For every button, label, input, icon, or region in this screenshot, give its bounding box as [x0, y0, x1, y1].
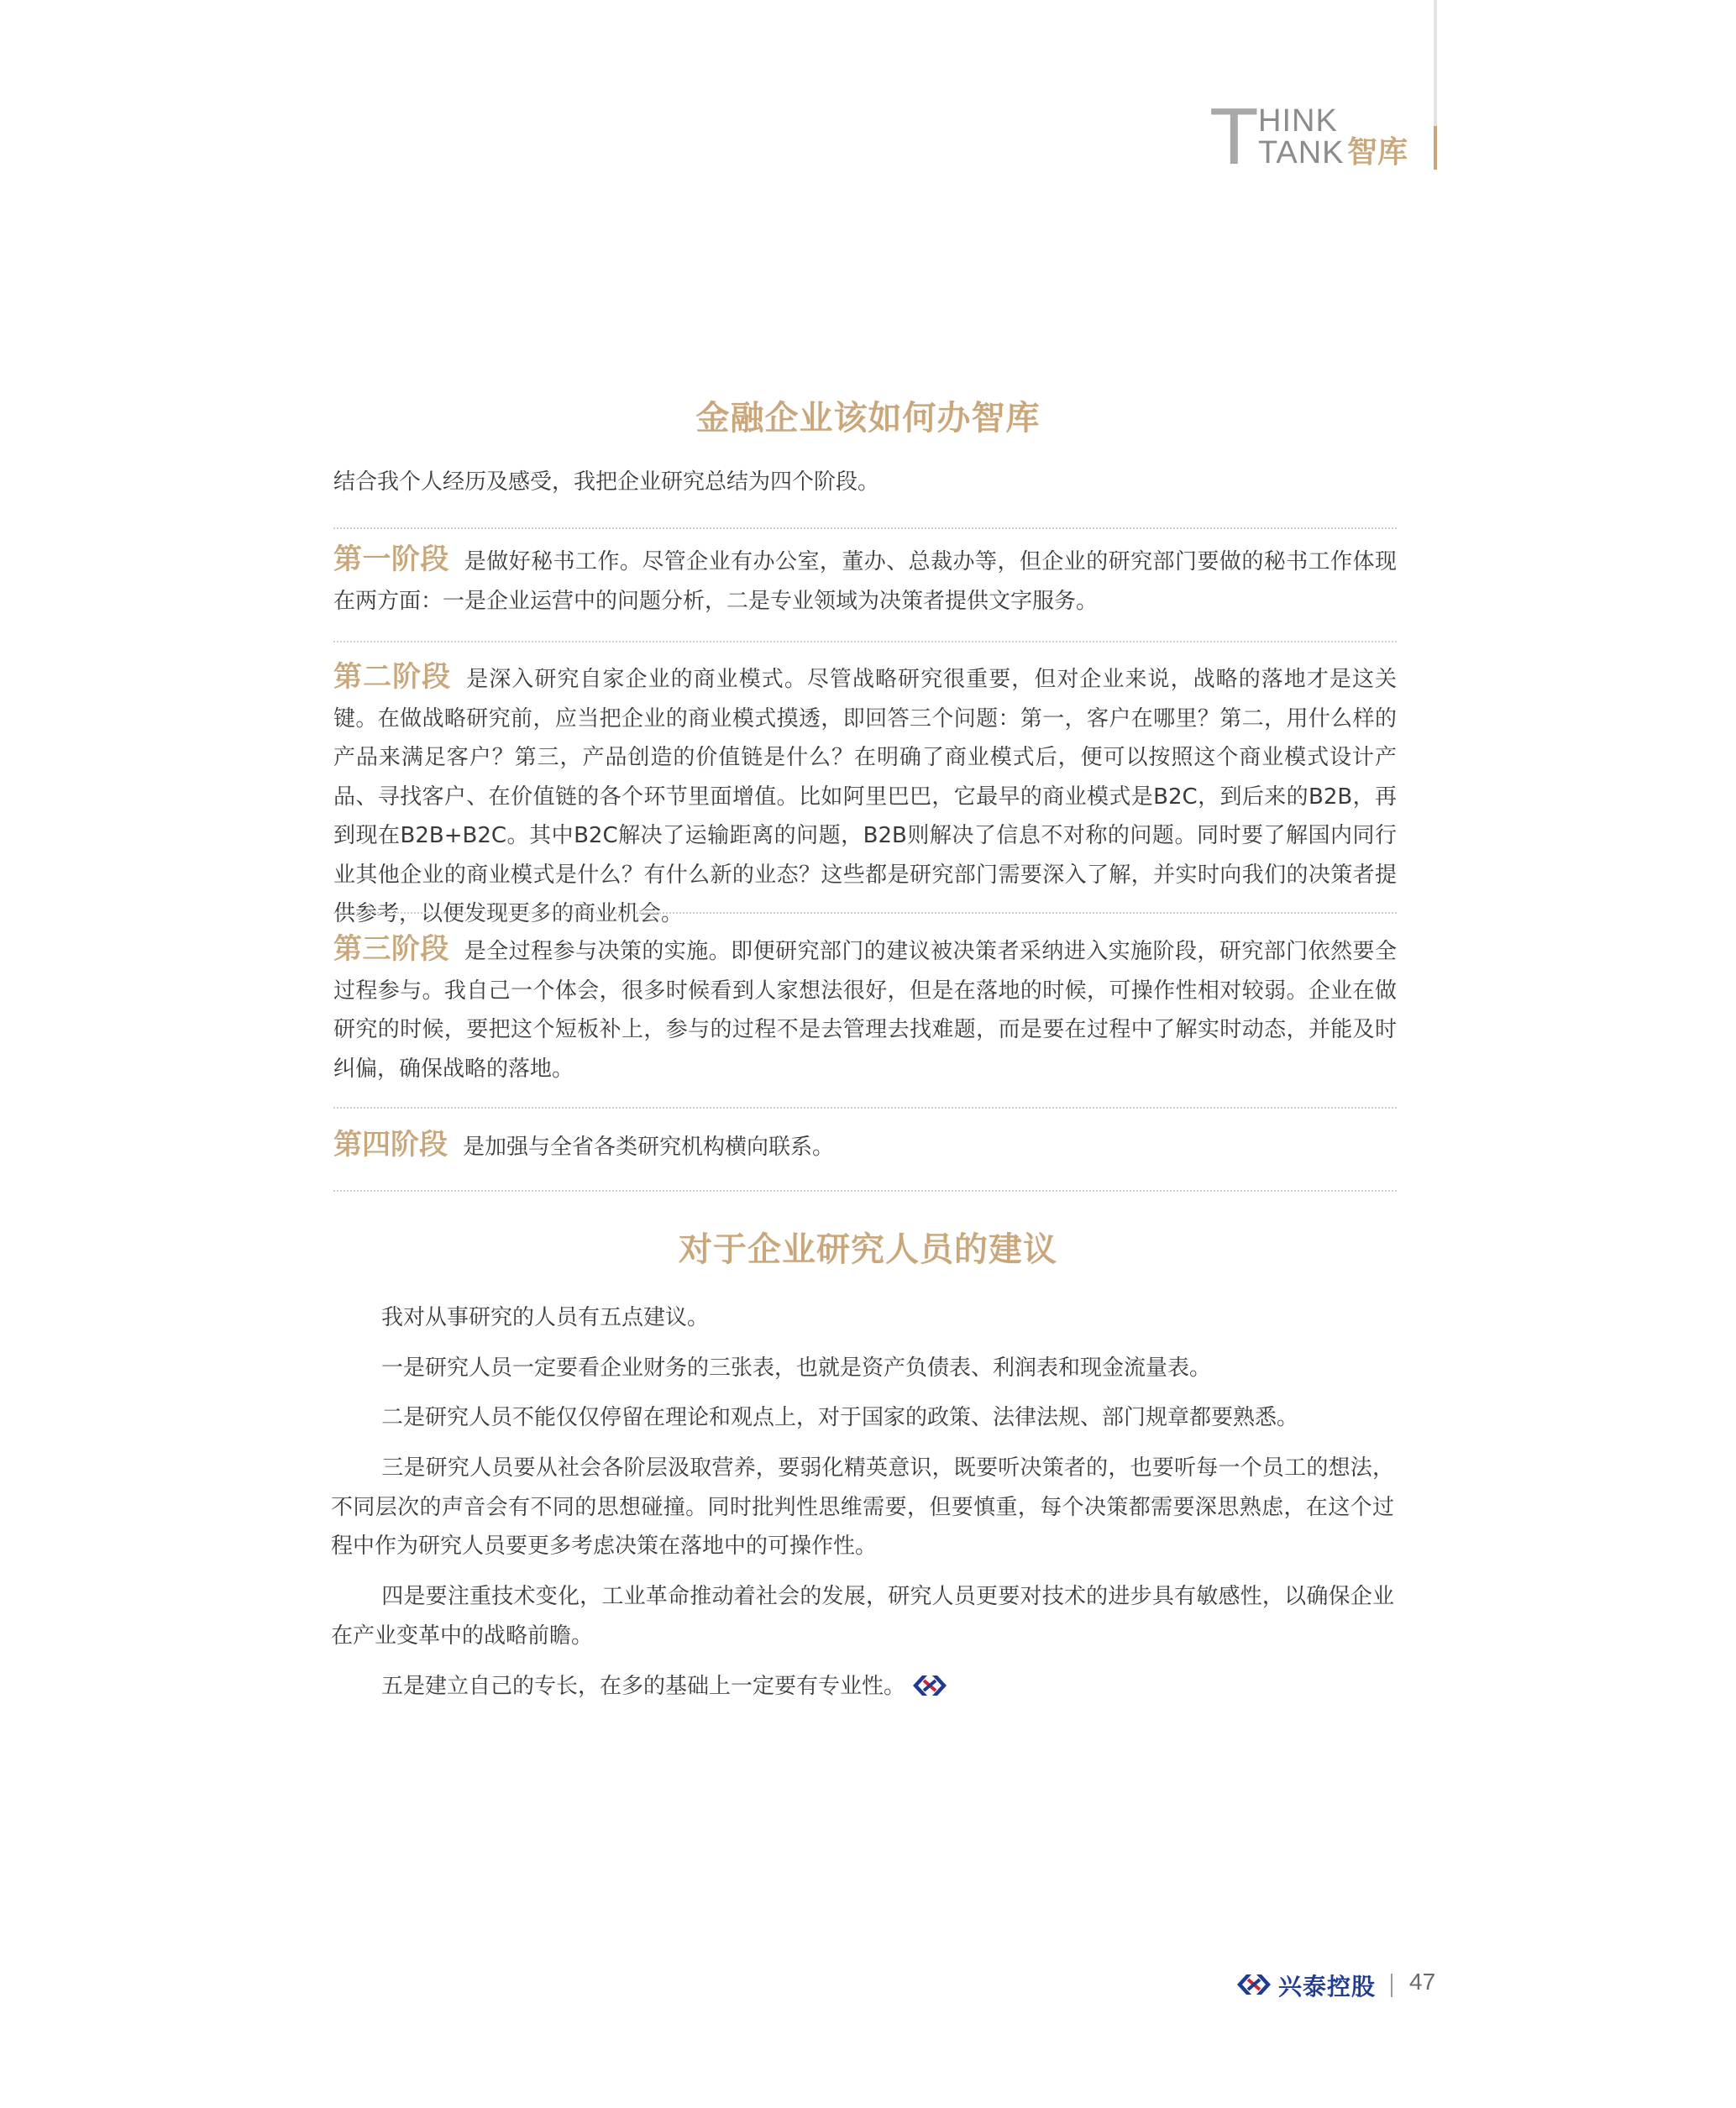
dotted-divider: [333, 1190, 1397, 1192]
stage-2: [333, 658, 1397, 934]
suggestion-1: [331, 1349, 1394, 1388]
stage-4-label: 第四阶段: [333, 1128, 448, 1161]
stage-4: [333, 1125, 1397, 1167]
page-number: 47: [1409, 1969, 1436, 1995]
dotted-divider: [333, 641, 1397, 642]
stage-1: [333, 540, 1397, 621]
stage-2-text: 是深入研究自家企业的商业模式。尽管战略研究很重要，但对企业来说，战略的落地才是这关键。在做战略研究前，应当把企业的商业模式摸透，即回答三个问题：第一，客户在哪里？第二，用什么样的产品来满足客户？第三，产品创造的价值链是什么？在明确了商业模式后，便可以按照这个商业模式设计产品、寻找客户、在价值链的各个环节里面增值。比如阿里巴巴，它最早的商业模式是B2C，到后来的B2B，再到现在B2B+B2C。其中B2C解决了运输距离的问题，B2B则解决了信息不对称的问题。同时要了解国内同行业其他企业的商业模式是什么？有什么新的业态？这些都是研究部门需要深入了解，并实时向我们的决策者提供参考，以便发现更多的商业机会。: [333, 667, 1397, 926]
suggestion-2-text: 二是研究人员不能仅仅停留在理论和观点上，对于国家的政策、法律法规、部门规章都要熟悉。: [381, 1405, 1299, 1430]
stage-1-text: 是做好秘书工作。尽管企业有办公室，董办、总裁办等，但企业的研究部门要做的秘书工作体现在两方面：一是企业运营中的问题分析，二是专业领域为决策者提供文字服务。: [333, 549, 1397, 614]
brand-line-2: TANK: [1258, 135, 1345, 170]
suggestion-4-text: 四是要注重技术变化，工业革命推动着社会的发展，研究人员更要对技术的进步具有敏感性，以确保企业在产业变革中的战略前瞻。: [331, 1584, 1394, 1649]
dotted-divider: [333, 1107, 1397, 1109]
stage-4-text: 是加强与全省各类研究机构横向联系。: [463, 1135, 835, 1160]
suggestion-5-text: 五是建立自己的专长，在多的基础上一定要有专业性。: [381, 1674, 906, 1699]
section-2-title: 对于企业研究人员的建议: [679, 1230, 1057, 1269]
suggestion-1-text: 一是研究人员一定要看企业财务的三张表，也就是资产负债表、利润表和现金流量表。: [381, 1356, 1212, 1381]
brand-initial: T: [1209, 92, 1259, 181]
suggestion-3: [331, 1449, 1394, 1566]
brand-chinese: 智库: [1347, 135, 1408, 170]
page-footer: [1235, 1965, 1436, 2004]
suggestion-2: [331, 1398, 1394, 1438]
stage-1-label: 第一阶段: [333, 543, 449, 576]
header-accent-bar: [1434, 126, 1437, 170]
stage-3-label: 第三阶段: [333, 932, 449, 966]
suggestion-intro-text: 我对从事研究的人员有五点建议。: [381, 1305, 710, 1330]
xingtai-logo-icon: [1235, 1972, 1273, 2001]
think-tank-brand: [1209, 92, 1429, 181]
suggestion-intro: [331, 1298, 1394, 1338]
stage-3-text: 是全过程参与决策的实施。即便研究部门的建议被决策者采纳进入实施阶段，研究部门依然要全过程参与。我自己一个体会，很多时候看到人家想法很好，但是在落地的时候，可操作性相对较弱。企业在做研究的时候，要把这个短板补上，参与的过程不是去管理去找难题，而是要在过程中了解实时动态，并能及时纠偏，确保战略的落地。: [333, 939, 1397, 1082]
dotted-divider: [333, 527, 1397, 529]
suggestion-3-text: 三是研究人员要从社会各阶层汲取营养，要弱化精英意识，既要听决策者的，也要听每一个员工的想法，不同层次的声音会有不同的思想碰撞。同时批判性思维需要，但要慎重，每个决策都需要深思熟虑，在这个过程中作为研究人员要更多考虑决策在落地中的可操作性。: [331, 1455, 1394, 1559]
stage-2-label: 第二阶段: [333, 660, 452, 694]
xingtai-logo-icon: [910, 1672, 949, 1712]
brand-line-1: HINK: [1258, 103, 1338, 139]
dotted-divider: [333, 912, 1397, 914]
stage-3: [333, 930, 1397, 1088]
section-1-intro: 结合我个人经历及感受，我把企业研究总结为四个阶段。: [333, 469, 880, 495]
company-name: 兴泰控股: [1278, 1973, 1377, 2001]
section-1-title: 金融企业该如何办智库: [695, 399, 1041, 438]
suggestion-5: [331, 1667, 1394, 1712]
footer-separator: [1391, 1974, 1392, 1997]
suggestion-4: [331, 1577, 1394, 1655]
